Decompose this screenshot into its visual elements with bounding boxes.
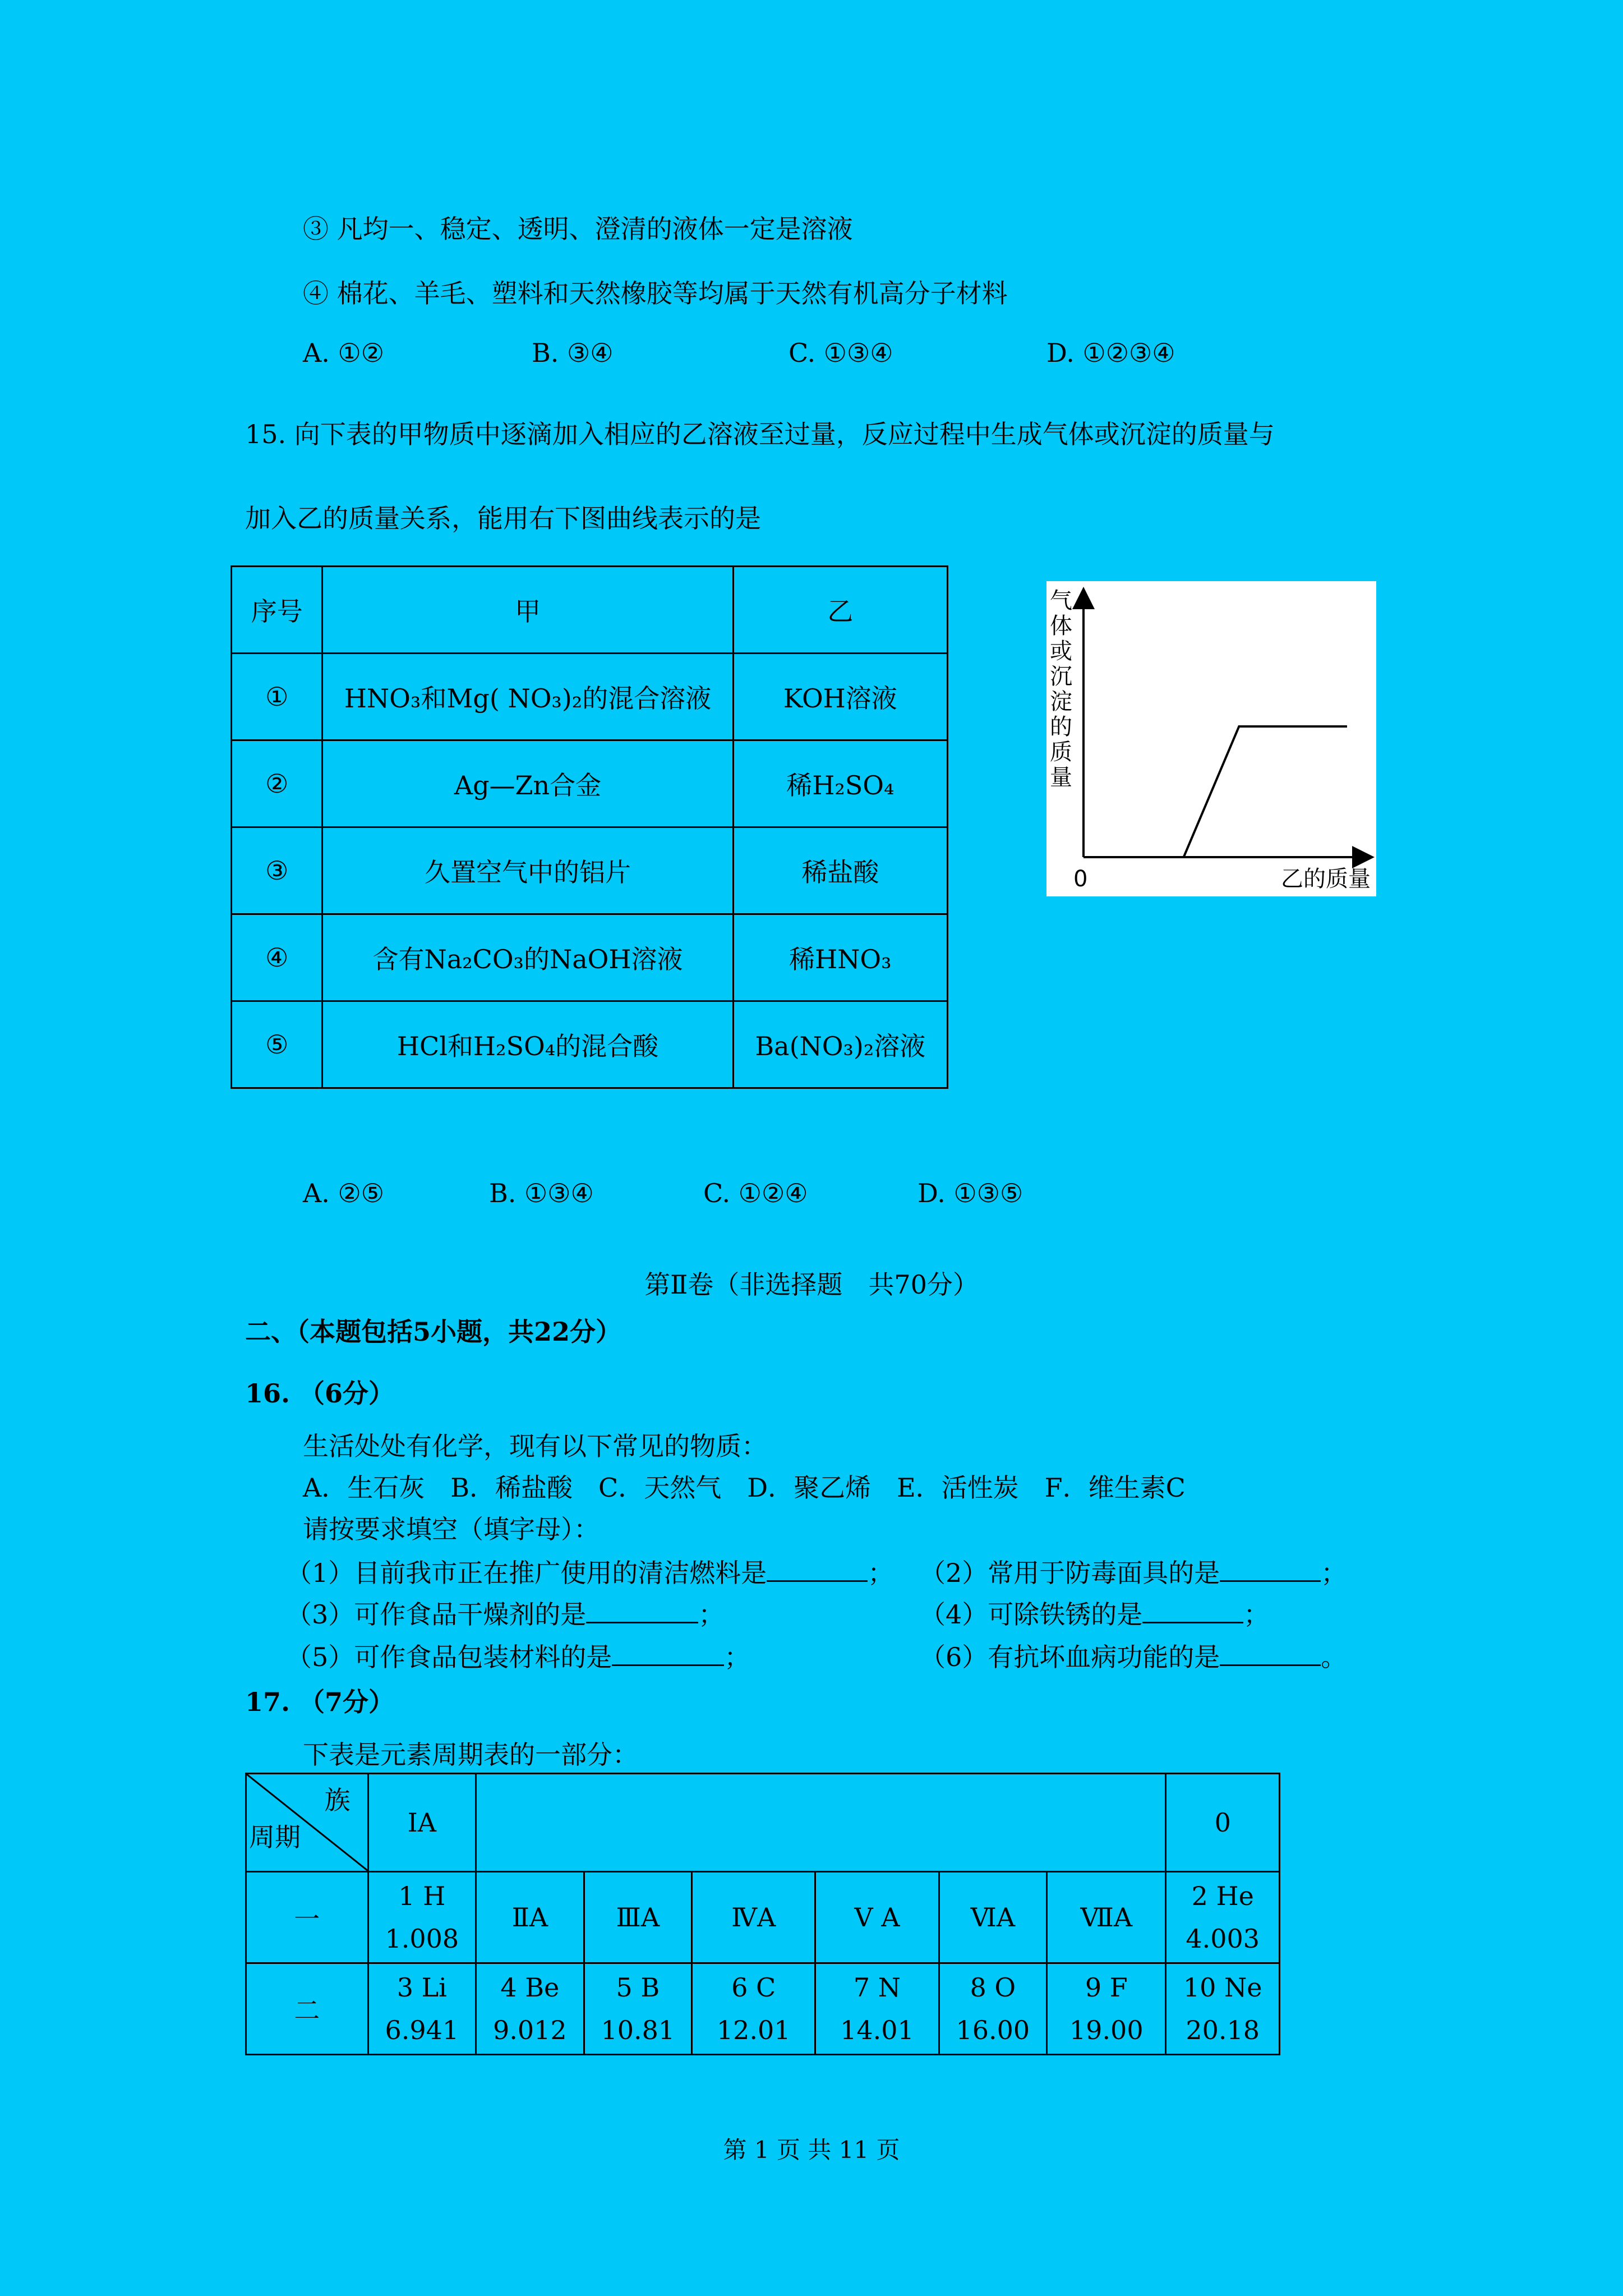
q14-option-d: D. ①②③④ [1046, 338, 1175, 368]
y-axis-label-char: 或 [1050, 638, 1072, 664]
series-line [1083, 726, 1347, 857]
page-footer: 第 1 页 共 11 页 [723, 2136, 900, 2164]
q16-semicolon: ； [698, 1599, 725, 1630]
element-symbol: 3 Li [396, 1972, 447, 2003]
row-jia: HNO₃和Mg( NO₃)₂的混合溶液 [322, 654, 733, 740]
period-1: 一 [246, 1872, 368, 1963]
answer-blank[interactable] [1220, 1580, 1321, 1582]
row-no: ⑤ [232, 1001, 322, 1088]
q16-instruction: 请按要求填空（填字母）： [303, 1514, 600, 1544]
element-cell [1047, 1963, 1166, 2055]
q16-b3-text: （3）可作食品干燥剂的是 [286, 1599, 587, 1630]
y-axis-label [1050, 588, 1072, 790]
q16-blank-3 [286, 1594, 724, 1631]
chart-svg [1046, 581, 1376, 896]
row-yi: 稀H₂SO₄ [733, 740, 947, 827]
q16-b2-text: （2）常用于防毒面具的是 [920, 1558, 1220, 1588]
group-0: 0 [1166, 1774, 1280, 1872]
row-no: ② [232, 740, 322, 827]
q16-end: 。 [1321, 1642, 1347, 1672]
row-yi: Ba(NO₃)₂溶液 [733, 1001, 947, 1088]
q16-b5-text: （5）可作食品包装材料的是 [286, 1642, 612, 1672]
element-symbol: 7 N [853, 1972, 901, 2003]
table-row [232, 914, 948, 1001]
q16-blank-5 [286, 1637, 750, 1674]
q14-option-c: C. ①③④ [789, 338, 893, 368]
q15-line2: 加入乙的质量关系，能用右下图曲线表示的是 [245, 503, 761, 533]
element-symbol: 6 C [731, 1972, 776, 2003]
x-axis-label: 乙的质量 [1281, 866, 1371, 892]
section-title: 二、（本题包括5小题，共22分） [245, 1317, 622, 1347]
y-axis-label-char: 体 [1050, 613, 1072, 639]
q15-option-b: B. ①③④ [489, 1178, 594, 1208]
row-jia: Ag—Zn合金 [322, 740, 733, 827]
corner-group-label: 族 [324, 1785, 351, 1815]
q16-semicolon: ； [1321, 1558, 1347, 1588]
q15-option-d: D. ①③⑤ [917, 1178, 1023, 1208]
q16-b1-text: （1）目前我市正在推广使用的清洁燃料是 [286, 1558, 767, 1588]
group-label: ⅢA [584, 1872, 692, 1963]
q16-blank-1 [286, 1553, 893, 1590]
element-cell [692, 1963, 815, 2055]
q15-option-a: A. ②⑤ [303, 1178, 384, 1208]
q16-blank-4 [920, 1594, 1269, 1631]
answer-blank[interactable] [1142, 1622, 1243, 1623]
group-ia: IA [368, 1774, 476, 1872]
row-yi: 稀HNO₃ [733, 914, 947, 1001]
element-cell [368, 1872, 476, 1963]
q16-blank-6 [920, 1637, 1347, 1674]
header-jia: 甲 [322, 567, 733, 654]
q14-item3: ③ 凡均一、稳定、透明、澄清的液体一定是溶液 [303, 214, 853, 244]
element-symbol: 1 H [398, 1881, 446, 1911]
table-row [232, 654, 948, 740]
q17-intro: 下表是元素周期表的一部分： [303, 1740, 638, 1770]
q16-semicolon: ； [868, 1558, 894, 1588]
row-no: ③ [232, 827, 322, 914]
y-axis-label-char: 气 [1050, 588, 1072, 614]
q16-intro: 生活处处有化学，现有以下常见的物质： [303, 1431, 767, 1461]
table-row [246, 1774, 1280, 1872]
element-mass: 14.01 [840, 2015, 914, 2045]
group-label: ⅥA [939, 1872, 1047, 1963]
element-mass: 12.01 [716, 2015, 791, 2045]
element-symbol: 8 O [970, 1972, 1016, 2003]
group-label: ⅣA [692, 1872, 815, 1963]
group-label: ⅡA [476, 1872, 584, 1963]
element-symbol: 2 He [1191, 1881, 1254, 1911]
table-row [246, 1872, 1280, 1963]
q14-option-b: B. ③④ [532, 338, 614, 368]
element-mass: 9.012 [492, 2015, 567, 2045]
q14-item4: ④ 棉花、羊毛、塑料和天然橡胶等均属于天然有机高分子材料 [303, 278, 1008, 309]
row-no: ① [232, 654, 322, 740]
table-row [232, 740, 948, 827]
answer-blank[interactable] [767, 1580, 868, 1582]
element-cell [1166, 1963, 1280, 2055]
row-no: ④ [232, 914, 322, 1001]
element-cell [815, 1963, 939, 2055]
element-mass: 16.00 [956, 2015, 1030, 2045]
element-cell [584, 1963, 692, 2055]
element-mass: 4.003 [1186, 1924, 1260, 1954]
row-jia: 含有Na₂CO₃的NaOH溶液 [322, 914, 733, 1001]
table-row [232, 827, 948, 914]
q16-blank-2 [920, 1553, 1347, 1590]
element-symbol: 4 Be [500, 1972, 560, 2003]
corner-period-label: 周期 [249, 1822, 301, 1852]
element-cell [368, 1963, 476, 2055]
q15-line1: 15. 向下表的甲物质中逐滴加入相应的乙溶液至过量，反应过程中生成气体或沉淀的质量与 [245, 419, 1275, 449]
answer-blank[interactable] [612, 1664, 724, 1666]
element-mass: 1.008 [385, 1924, 459, 1954]
row-jia: HCl和H₂SO₄的混合酸 [322, 1001, 733, 1088]
row-yi: KOH溶液 [733, 654, 947, 740]
element-cell [1166, 1872, 1280, 1963]
element-cell [476, 1963, 584, 2055]
element-mass: 6.941 [385, 2015, 459, 2045]
table-row [246, 1963, 1280, 2055]
q16-semicolon: ； [1243, 1599, 1270, 1630]
y-axis-label-char: 淀 [1050, 689, 1072, 715]
row-jia: 久置空气中的铝片 [322, 827, 733, 914]
element-mass: 19.00 [1069, 2015, 1144, 2045]
element-symbol: 9 F [1085, 1972, 1128, 2003]
element-symbol: 10 Ne [1183, 1972, 1262, 2003]
group-label: ⅦA [1047, 1872, 1166, 1963]
origin-label: 0 [1073, 866, 1088, 892]
q16-b4-text: （4）可除铁锈的是 [920, 1599, 1143, 1630]
element-symbol: 5 B [616, 1972, 660, 2003]
q16-semicolon: ； [724, 1642, 750, 1672]
table-row [232, 1001, 948, 1088]
header-yi: 乙 [733, 567, 947, 654]
volume-title: 第Ⅱ卷（非选择题 共70分） [644, 1269, 979, 1300]
answer-blank[interactable] [1220, 1664, 1321, 1666]
y-axis-label-char: 量 [1050, 765, 1072, 790]
q15-option-c: C. ①②④ [703, 1178, 808, 1208]
period-2: 二 [246, 1963, 368, 2055]
group-label: Ⅴ A [815, 1872, 939, 1963]
corner-cell [246, 1774, 368, 1872]
element-cell [939, 1963, 1047, 2055]
header-no: 序号 [232, 567, 322, 654]
q17-header: 17. （7分） [245, 1687, 395, 1717]
q14-option-a: A. ①② [303, 338, 384, 368]
group-spacer [476, 1774, 1166, 1872]
periodic-table [245, 1773, 1280, 2055]
y-axis-label-char: 质 [1050, 739, 1072, 765]
q16-header: 16. （6分） [245, 1378, 395, 1409]
q16-b6-text: （6）有抗坏血病功能的是 [920, 1642, 1220, 1672]
q16-choices: A．生石灰 B．稀盐酸 C．天然气 D．聚乙烯 E．活性炭 F．维生素C [303, 1473, 1186, 1503]
element-mass: 10.81 [601, 2015, 675, 2045]
row-yi: 稀盐酸 [733, 827, 947, 914]
answer-blank[interactable] [586, 1622, 698, 1623]
q15-chart [1046, 581, 1376, 896]
y-axis-label-char: 沉 [1050, 664, 1072, 689]
table-header-row [232, 567, 948, 654]
y-axis-label-char: 的 [1050, 714, 1072, 740]
q15-table [230, 565, 948, 1089]
element-mass: 20.18 [1186, 2015, 1260, 2045]
